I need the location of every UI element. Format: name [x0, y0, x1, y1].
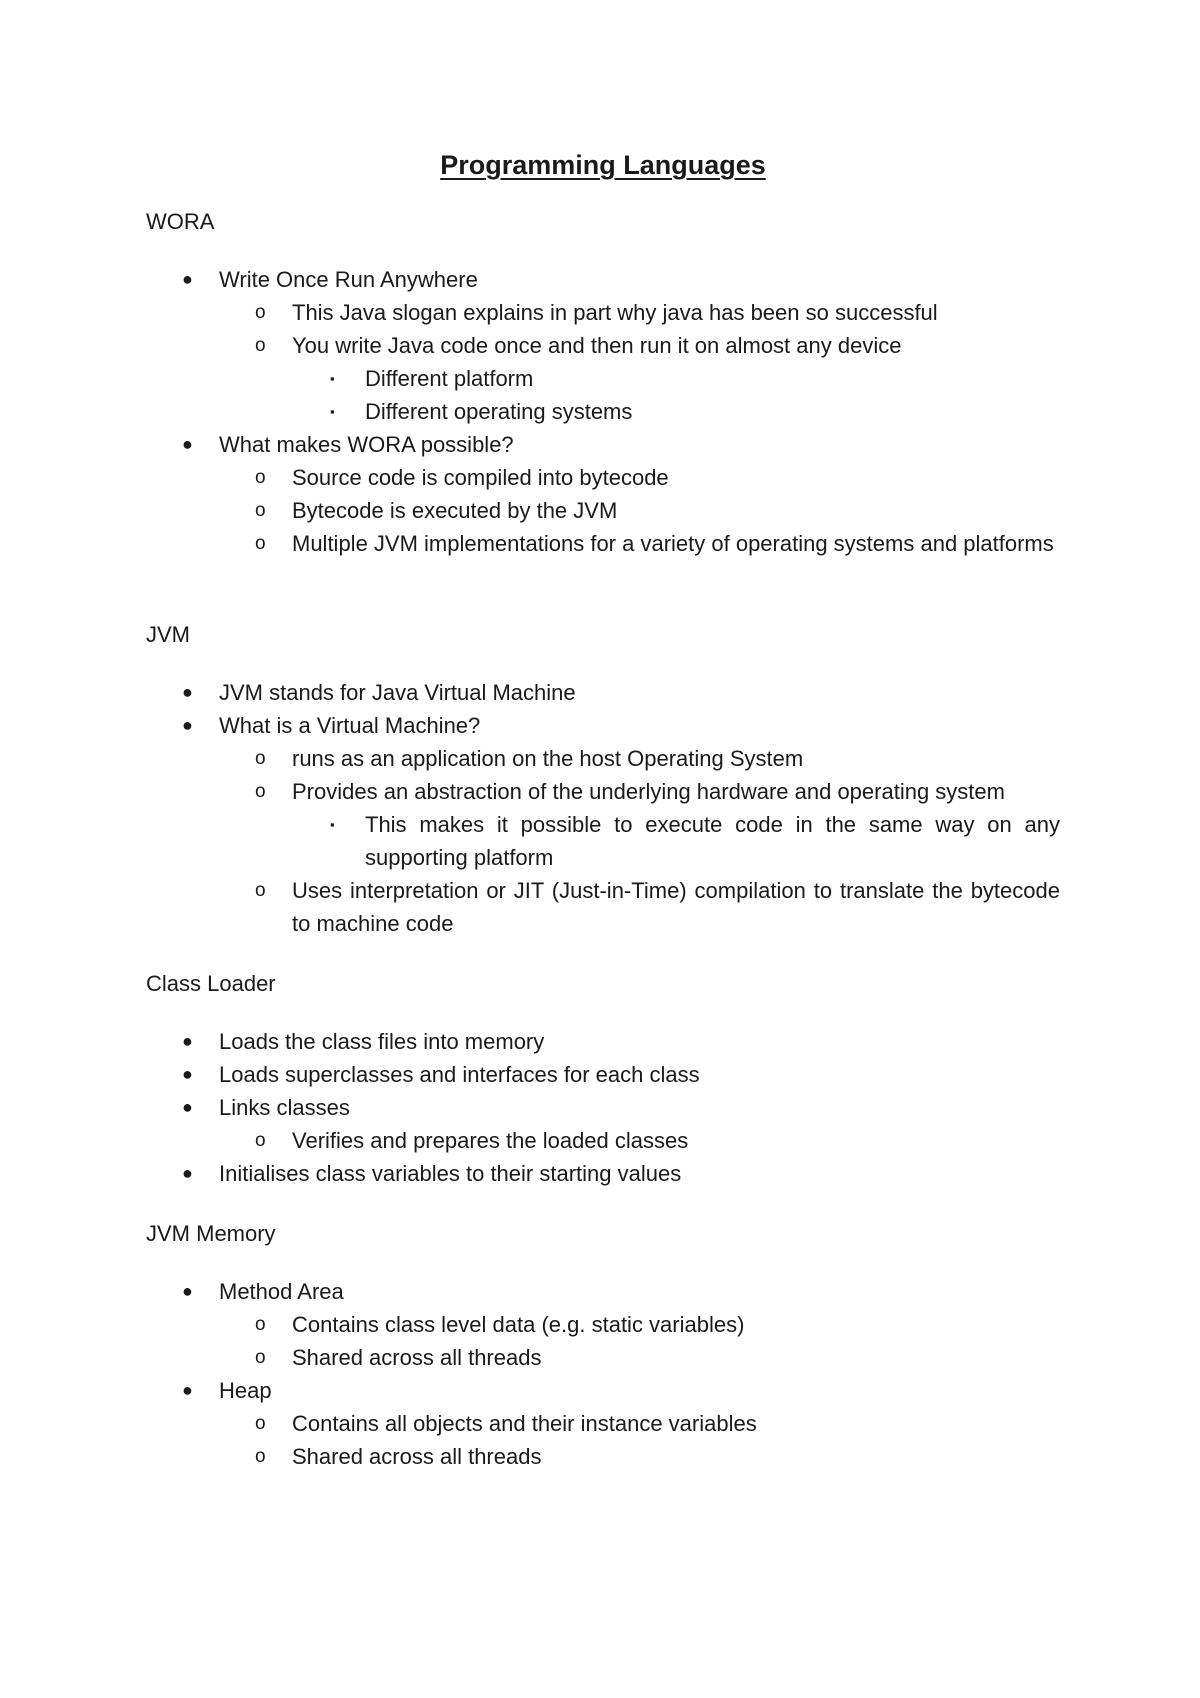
- list-item: [219, 1407, 1060, 1440]
- list-item-text: Method Area: [219, 1279, 344, 1304]
- list-item: [146, 1058, 1060, 1091]
- bullet-circle-icon: o: [255, 1314, 266, 1335]
- bullet-circle-icon: o: [255, 880, 266, 901]
- list-item-text: You write Java code once and then run it on almost any device: [292, 333, 902, 358]
- list-item: [146, 676, 1060, 709]
- section-heading: WORA: [146, 209, 215, 234]
- bullet-dot-icon: ●: [182, 1380, 193, 1400]
- bullet-circle-icon: o: [255, 781, 266, 802]
- bullet-circle-icon: o: [255, 1413, 266, 1434]
- sub-list: [219, 1308, 1060, 1374]
- bullet-dot-icon: ●: [182, 269, 193, 289]
- bullet-square-icon: ▪: [330, 817, 335, 832]
- bullet-list: [146, 1275, 1060, 1473]
- sub-sub-list: [292, 362, 1060, 428]
- list-item-text: Different platform: [365, 366, 534, 391]
- bullet-circle-icon: o: [255, 335, 266, 356]
- list-item-text: runs as an application on the host Operating System: [292, 746, 804, 771]
- list-item-text: Uses interpretation or JIT (Just-in-Time) compilation to translate the bytecode to machine code: [292, 878, 1060, 936]
- list-item-text: Bytecode is executed by the JVM: [292, 498, 618, 523]
- bullet-circle-icon: o: [255, 1446, 266, 1467]
- list-item: [219, 874, 1060, 940]
- list-item-text: Links classes: [219, 1095, 350, 1120]
- list-item-text: Multiple JVM implementations for a variety of operating systems and platforms: [292, 531, 1054, 556]
- list-item: [146, 1374, 1060, 1473]
- list-item-text: What is a Virtual Machine?: [219, 713, 481, 738]
- section-jvm: [146, 618, 1060, 940]
- section-class-loader: [146, 967, 1060, 1190]
- bullet-square-icon: ▪: [330, 371, 335, 386]
- bullet-circle-icon: o: [255, 1130, 266, 1151]
- list-item-text: Shared across all threads: [292, 1345, 542, 1370]
- bullet-list: [146, 1025, 1060, 1190]
- list-item: [219, 527, 1060, 560]
- section-heading: JVM Memory: [146, 1221, 276, 1246]
- list-item: [292, 395, 1060, 428]
- bullet-circle-icon: o: [255, 533, 266, 554]
- list-item: [219, 1308, 1060, 1341]
- bullet-circle-icon: o: [255, 500, 266, 521]
- list-item-text: Shared across all threads: [292, 1444, 542, 1469]
- bullet-dot-icon: ●: [182, 1163, 193, 1183]
- section-jvm-memory: [146, 1217, 1060, 1473]
- list-item-text: Source code is compiled into bytecode: [292, 465, 669, 490]
- sub-list: [219, 742, 1060, 940]
- list-item: [146, 1025, 1060, 1058]
- bullet-dot-icon: ●: [182, 1031, 193, 1051]
- list-item-text: This Java slogan explains in part why java has been so successful: [292, 300, 938, 325]
- list-item: [146, 1091, 1060, 1157]
- list-item: [146, 1275, 1060, 1374]
- sub-sub-list: [292, 808, 1060, 874]
- list-item: [219, 1124, 1060, 1157]
- list-item: [219, 329, 1060, 428]
- sub-list: [219, 461, 1060, 560]
- list-item-text: JVM stands for Java Virtual Machine: [219, 680, 576, 705]
- list-item-text: Different operating systems: [365, 399, 633, 424]
- sub-list: [219, 1407, 1060, 1473]
- section-heading: JVM: [146, 622, 190, 647]
- list-item: [219, 742, 1060, 775]
- list-item: [219, 494, 1060, 527]
- list-item-text: Verifies and prepares the loaded classes: [292, 1128, 689, 1153]
- list-item: [146, 1157, 1060, 1190]
- list-item: [219, 1440, 1060, 1473]
- list-item-text: What makes WORA possible?: [219, 432, 514, 457]
- list-item: [219, 296, 1060, 329]
- bullet-dot-icon: ●: [182, 434, 193, 454]
- bullet-circle-icon: o: [255, 302, 266, 323]
- bullet-dot-icon: ●: [182, 1281, 193, 1301]
- bullet-dot-icon: ●: [182, 682, 193, 702]
- bullet-list: [146, 676, 1060, 940]
- list-item: [146, 709, 1060, 940]
- bullet-circle-icon: o: [255, 1347, 266, 1368]
- list-item: [219, 775, 1060, 874]
- bullet-dot-icon: ●: [182, 1064, 193, 1084]
- list-item-text: Initialises class variables to their starting values: [219, 1161, 682, 1186]
- list-item: [292, 808, 1060, 874]
- list-item-text: Loads the class files into memory: [219, 1029, 545, 1054]
- list-item-text: Heap: [219, 1378, 272, 1403]
- list-item-text: Contains class level data (e.g. static variables): [292, 1312, 745, 1337]
- bullet-list: [146, 263, 1060, 560]
- bullet-circle-icon: o: [255, 467, 266, 488]
- list-item: [219, 461, 1060, 494]
- document-content: [146, 145, 1060, 1500]
- section-heading: Class Loader: [146, 971, 276, 996]
- section-wora: [146, 205, 1060, 560]
- sub-list: [219, 1124, 1060, 1157]
- list-item-text: Contains all objects and their instance variables: [292, 1411, 757, 1436]
- list-item-text: This makes it possible to execute code in the same way on any supporting platform: [365, 812, 1060, 870]
- list-item: [146, 263, 1060, 428]
- list-item-text: Provides an abstraction of the underlying hardware and operating system: [292, 779, 1005, 804]
- bullet-circle-icon: o: [255, 748, 266, 769]
- sub-list: [219, 296, 1060, 428]
- list-item: [292, 362, 1060, 395]
- bullet-dot-icon: ●: [182, 1097, 193, 1117]
- page-title: Programming Languages: [440, 150, 766, 180]
- list-item-text: Loads superclasses and interfaces for each class: [219, 1062, 700, 1087]
- list-item: [146, 428, 1060, 560]
- bullet-dot-icon: ●: [182, 715, 193, 735]
- list-item-text: Write Once Run Anywhere: [219, 267, 478, 292]
- bullet-square-icon: ▪: [330, 404, 335, 419]
- list-item: [219, 1341, 1060, 1374]
